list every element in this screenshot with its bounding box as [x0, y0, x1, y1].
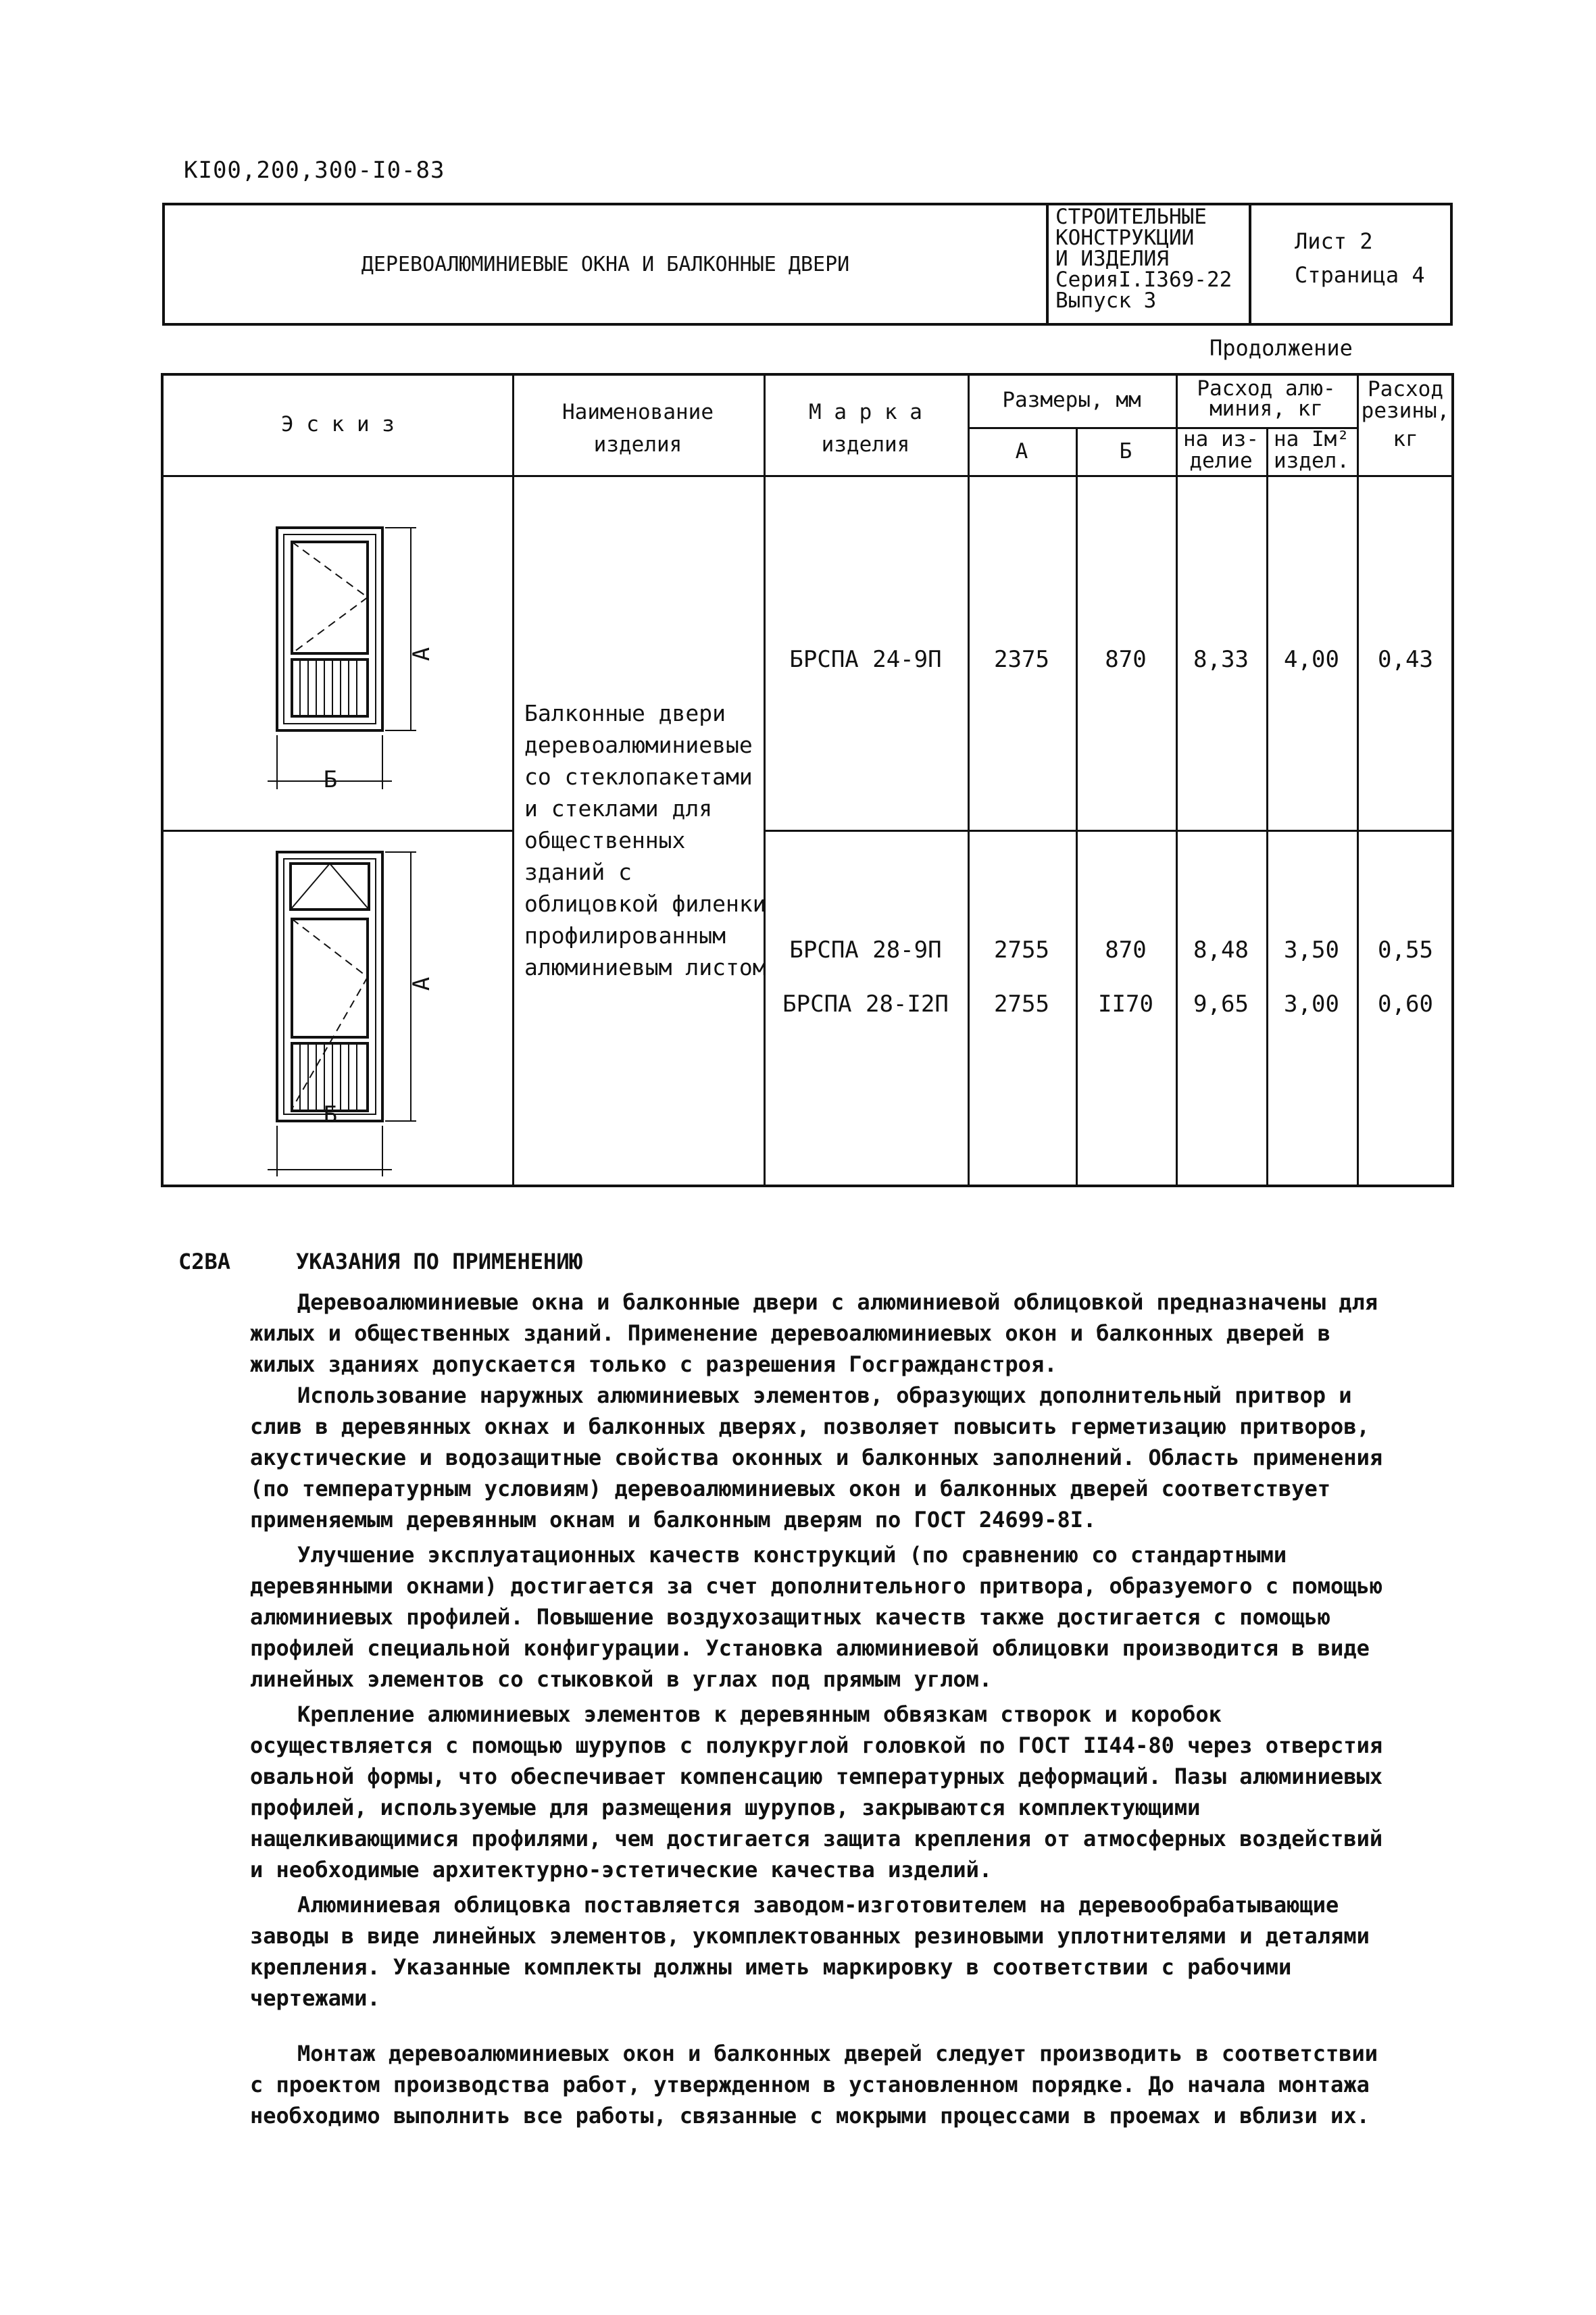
header-al-m2-line: на Iм² [1274, 427, 1349, 451]
sketch-door-1 [265, 524, 468, 815]
header-rubber-line: резины, [1361, 399, 1450, 423]
header-size-b: Б [1119, 439, 1132, 464]
row-al-item: 8,33 [1193, 646, 1249, 673]
header-al-line: миния, кг [1210, 397, 1323, 421]
header-al-item-line: делие [1189, 449, 1253, 473]
series-line: СТРОИТЕЛЬНЫЕ [1055, 205, 1207, 229]
page-number: Страница 4 [1295, 262, 1425, 288]
header-rubber [1357, 378, 1454, 450]
section-code: С2ВА [178, 1249, 231, 1274]
sheet-number: Лист 2 [1295, 228, 1373, 254]
sketch-dimension-b: Б [323, 1101, 338, 1128]
header-name [512, 401, 764, 455]
row-size-a: 2755 [994, 937, 1049, 964]
header-rubber-line: Расход [1368, 377, 1443, 401]
paragraph: Деревоалюминиевые окна и балконные двери с алюминиевой облицовкой предназначены для жилых и общественных зданий. Применение деревоалюминиевых окон и балконных дверей в жилых зданиях допускается только с разрешения Госгражданстроя. [250, 1289, 1378, 1377]
row-size-b: 870 [1105, 937, 1147, 964]
header-al-m2-line: издел. [1274, 449, 1349, 473]
sheet-info [1251, 205, 1450, 323]
series-number: СерияI.I369-22 [1055, 268, 1232, 292]
row-size-b: II70 [1098, 991, 1153, 1018]
sketch-door-2 [265, 849, 468, 1180]
continuation-label: Продолжение [1210, 335, 1353, 361]
row-size-a: 2375 [994, 646, 1049, 673]
row-rubber: 0,43 [1378, 646, 1433, 673]
sketch-dimension-a: А [408, 976, 436, 991]
row-mark: БРСПА 28-9П [789, 937, 942, 964]
header-aluminium [1176, 378, 1357, 419]
header-name-line: изделия [593, 432, 682, 457]
issue-number: Выпуск 3 [1055, 289, 1157, 313]
row-rubber: 0,55 [1378, 937, 1433, 964]
paragraph: Использование наружных алюминиевых элементов, образующих дополнительный притвор и слив в деревянных окнах и балконных дверях, позволяет повысить герметизацию притворов, акустические и водозащитные свойства оконных и балконных заполнений. Область применения (по температурным условиям) деревоалюминиевых окон и балконных дверей соответствует применяемым деревянным окнам и балконным дверям по ГОСТ 24699-8I. [250, 1383, 1383, 1533]
paragraph: Монтаж деревоалюминиевых окон и балконных дверей следует производить в соответствии с проектом производства работ, утвержденном в установленном порядке. До начала монтажа необходимо выполнить все работы, связанные с мокрыми процессами в проемах и вблизи их. [250, 2041, 1378, 2129]
header-al-per-m2 [1266, 428, 1357, 472]
row-size-b: 870 [1105, 646, 1147, 673]
header-sizes: Размеры, мм [1002, 388, 1141, 412]
series-line: И ИЗДЕЛИЯ [1055, 247, 1169, 271]
header-sketch: Э с к и з [281, 412, 395, 437]
row-al-item: 9,65 [1193, 991, 1249, 1018]
header-mark [764, 401, 968, 455]
product-table [161, 373, 1454, 1187]
row-al-item: 8,48 [1193, 937, 1249, 964]
header-mark-line: изделия [821, 432, 910, 457]
row-al-m2: 3,00 [1284, 991, 1339, 1018]
product-description: Балконные двери деревоалюминиевые со стеклопакетами и стеклами для общественных зданий с облицовкой филенки профилированным алюминиевым листом [524, 700, 766, 980]
series-info [1049, 205, 1251, 323]
row-al-m2: 3,50 [1284, 937, 1339, 964]
row-mark: БРСПА 24-9П [789, 646, 942, 673]
sketch-dimension-a: А [408, 647, 436, 662]
sketch-dimension-b: Б [323, 766, 338, 793]
header-al-item-line: на из- [1183, 427, 1259, 451]
row-mark: БРСПА 28-I2П [782, 991, 949, 1018]
row-al-m2: 4,00 [1284, 646, 1339, 673]
document-code: КI00,200,300-I0-83 [184, 157, 445, 184]
header-al-per-item [1176, 428, 1266, 472]
row-size-a: 2755 [994, 991, 1049, 1018]
header-size-a: А [1015, 439, 1028, 464]
paragraph: Алюминиевая облицовка поставляется заводом-изготовителем на деревообрабатывающие заводы в виде линейных элементов, укомплектованных резиновыми уплотнителями и деталями крепления. Указанные комплекты должны иметь маркировку в соответствии с рабочими чертежами. [250, 1892, 1370, 2011]
header-rubber-line: кг [1393, 427, 1418, 451]
paragraph: Улучшение эксплуатационных качеств конструкций (по сравнению со стандартными деревянными окнами) достигается за счет дополнительного притвора, образуемого с помощью алюминиевых профилей. Повышение воздухозащитных качеств также достигается с помощью профилей специальной конфигурации. Установка алюминиевой облицовки производится в виде линейных элементов со стыковкой в углах под прямым углом. [250, 1542, 1383, 1692]
paragraph: Крепление алюминиевых элементов к деревянным обвязкам створок и коробок осуществляется с помощью шурупов с полукруглой головкой по ГОСТ II44-80 через отверстия овальной формы, что обеспечивает компенсацию температурных деформаций. Пазы алюминиевых профилей, используемые для размещения шурупов, закрываются комплектующими нащелкивающимися профилями, чем достигается защита крепления от атмосферных воздействий и необходимые архитектурно-эстетические качества изделий. [250, 1701, 1383, 1883]
document-title: ДЕРЕВОАЛЮМИНИЕВЫЕ ОКНА И БАЛКОННЫЕ ДВЕРИ [165, 205, 1049, 323]
row-rubber: 0,60 [1378, 991, 1433, 1018]
section-title: УКАЗАНИЯ ПО ПРИМЕНЕНИЮ [296, 1249, 582, 1274]
series-line: КОНСТРУКЦИИ [1055, 226, 1195, 250]
header-mark-line: М а р к а [809, 400, 922, 424]
header-name-line: Наименование [562, 400, 714, 424]
title-block [162, 203, 1453, 326]
header-al-line: Расход алю- [1197, 376, 1336, 401]
